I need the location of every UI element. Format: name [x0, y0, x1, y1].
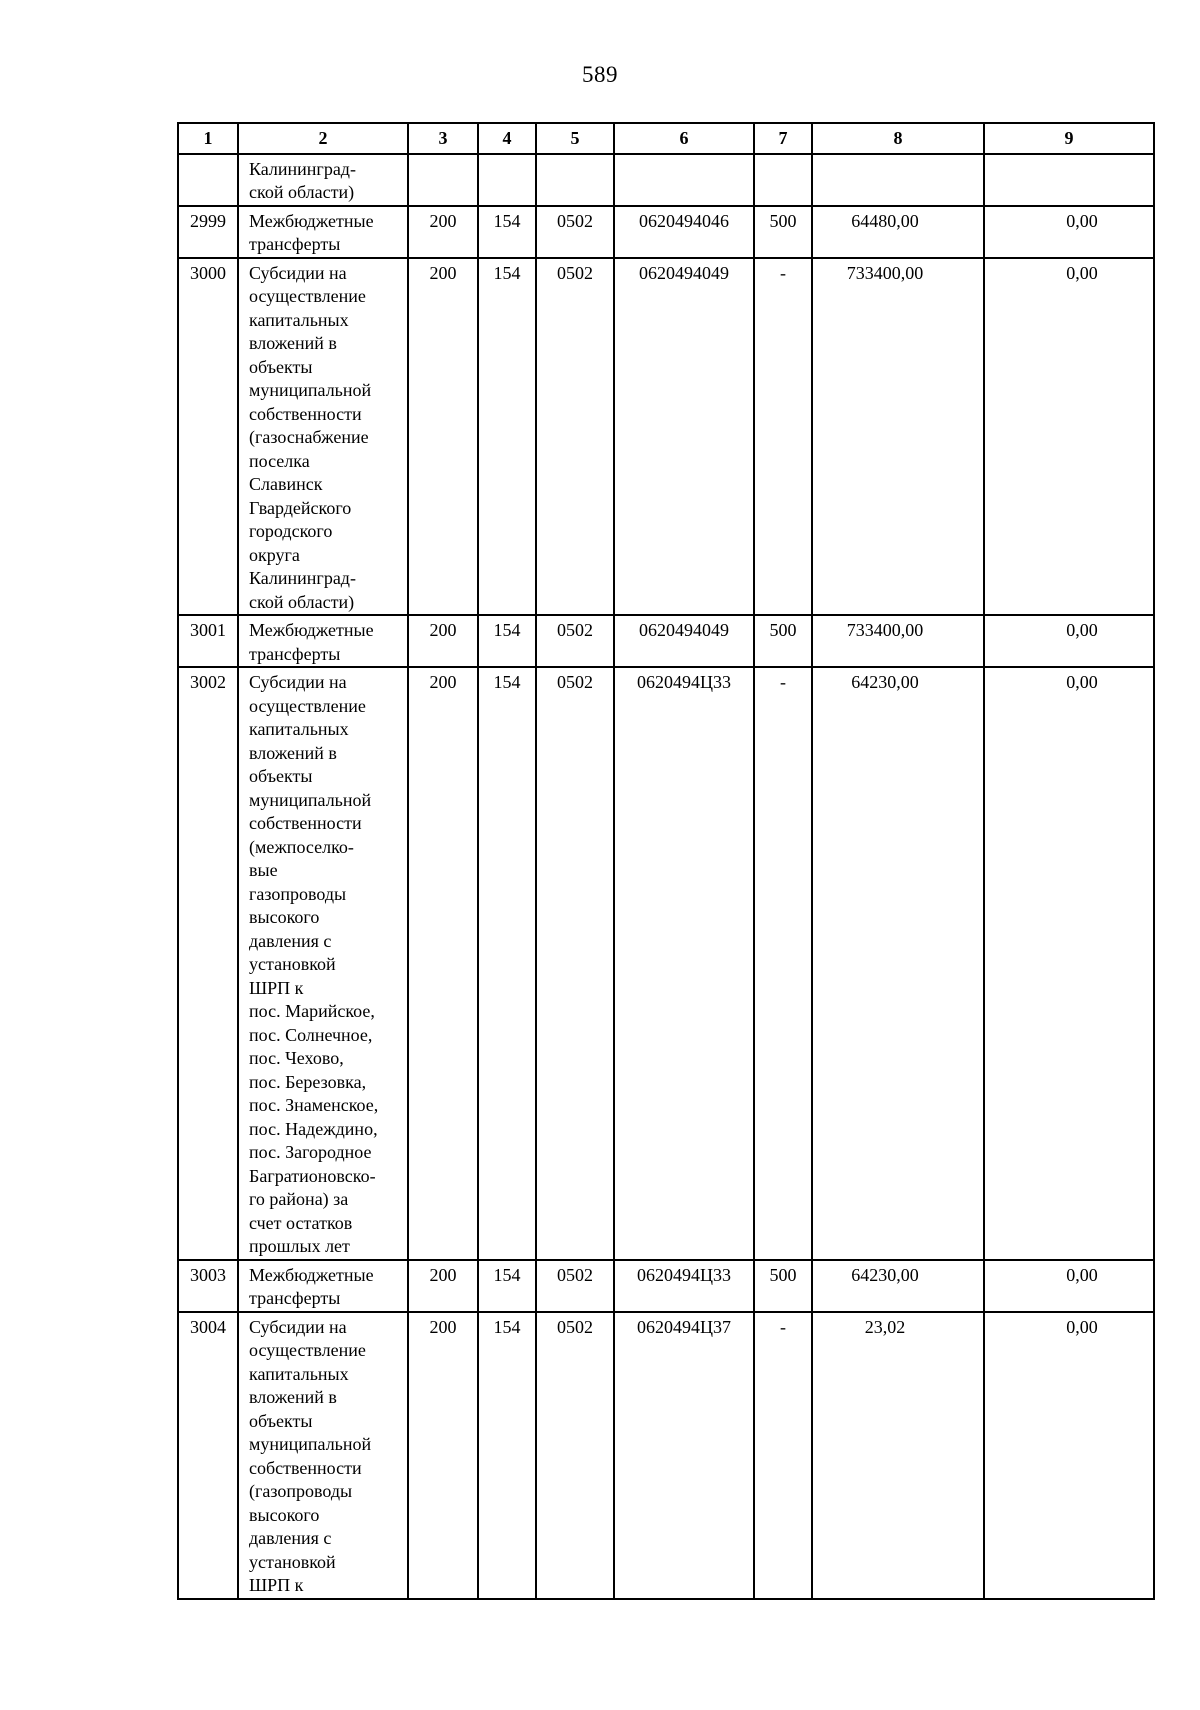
col-7-value: 500 [754, 206, 812, 258]
col-4-value [478, 154, 536, 206]
row-number: 3004 [178, 1312, 238, 1599]
col-3-value: 200 [408, 615, 478, 667]
col-8-amount: 733400,00 [812, 615, 984, 667]
page-number: 589 [582, 62, 618, 87]
row-number [178, 154, 238, 206]
col-4-value: 154 [478, 258, 536, 616]
col-7-value: 500 [754, 615, 812, 667]
header-cell-7: 7 [754, 123, 812, 154]
header-cell-2: 2 [238, 123, 408, 154]
col-6-value: 0620494Ц33 [614, 1260, 754, 1312]
col-3-value: 200 [408, 1312, 478, 1599]
row-number: 2999 [178, 206, 238, 258]
col-6-value: 0620494049 [614, 258, 754, 616]
row-number: 3003 [178, 1260, 238, 1312]
col-8-amount: 64480,00 [812, 206, 984, 258]
row-number: 3000 [178, 258, 238, 616]
row-description: Субсидии на осуществление капитальных вложений в объекты муниципальной собственности (газопроводы высокого давления с установкой ШРП к [238, 1312, 408, 1599]
col-4-value: 154 [478, 615, 536, 667]
col-3-value: 200 [408, 258, 478, 616]
header-cell-8: 8 [812, 123, 984, 154]
col-9-amount: 0,00 [984, 615, 1154, 667]
col-6-value: 0620494Ц37 [614, 1312, 754, 1599]
table-row [178, 1260, 1154, 1312]
col-6-value: 0620494046 [614, 206, 754, 258]
col-9-amount: 0,00 [984, 1260, 1154, 1312]
header-cell-5: 5 [536, 123, 614, 154]
table-row [178, 615, 1154, 667]
col-7-value: - [754, 1312, 812, 1599]
col-8-amount: 64230,00 [812, 667, 984, 1260]
col-5-value [536, 154, 614, 206]
row-description: Субсидии на осуществление капитальных вложений в объекты муниципальной собственности (межпоселко- вые газопроводы высокого давления с установкой ШРП к пос. Марийское, пос. Солнечное, пос. Чехово, пос. Березовка, пос. Знаменское, пос. Надеждино, пос. Загородное Багратионовско- го района) за счет остатков прошлых лет [238, 667, 408, 1260]
col-8-amount: 64230,00 [812, 1260, 984, 1312]
col-3-value: 200 [408, 667, 478, 1260]
col-9-amount: 0,00 [984, 206, 1154, 258]
header-cell-4: 4 [478, 123, 536, 154]
col-6-value [614, 154, 754, 206]
col-4-value: 154 [478, 667, 536, 1260]
table-row [178, 206, 1154, 258]
header-cell-1: 1 [178, 123, 238, 154]
table-row [178, 154, 1154, 206]
col-8-amount [812, 154, 984, 206]
table-row [178, 258, 1154, 616]
col-4-value: 154 [478, 1312, 536, 1599]
col-5-value: 0502 [536, 1260, 614, 1312]
table-row [178, 667, 1154, 1260]
col-9-amount: 0,00 [984, 258, 1154, 616]
col-3-value [408, 154, 478, 206]
col-9-amount: 0,00 [984, 667, 1154, 1260]
row-number: 3002 [178, 667, 238, 1260]
col-7-value: - [754, 667, 812, 1260]
col-9-amount [984, 154, 1154, 206]
col-3-value: 200 [408, 1260, 478, 1312]
row-description: Межбюджетные трансферты [238, 615, 408, 667]
table-row [178, 1312, 1154, 1599]
row-description: Калининград- ской области) [238, 154, 408, 206]
row-description: Межбюджетные трансферты [238, 206, 408, 258]
col-8-amount: 23,02 [812, 1312, 984, 1599]
col-4-value: 154 [478, 206, 536, 258]
header-cell-3: 3 [408, 123, 478, 154]
col-4-value: 154 [478, 1260, 536, 1312]
col-5-value: 0502 [536, 258, 614, 616]
header-cell-9: 9 [984, 123, 1154, 154]
col-5-value: 0502 [536, 667, 614, 1260]
col-8-amount: 733400,00 [812, 258, 984, 616]
col-3-value: 200 [408, 206, 478, 258]
col-9-amount: 0,00 [984, 1312, 1154, 1599]
col-5-value: 0502 [536, 1312, 614, 1599]
budget-table [177, 122, 1155, 1600]
row-description: Межбюджетные трансферты [238, 1260, 408, 1312]
col-5-value: 0502 [536, 615, 614, 667]
row-number: 3001 [178, 615, 238, 667]
col-5-value: 0502 [536, 206, 614, 258]
row-description: Субсидии на осуществление капитальных вложений в объекты муниципальной собственности (газоснабжение поселка Славинск Гвардейского городского округа Калининград- ской области) [238, 258, 408, 616]
col-7-value [754, 154, 812, 206]
col-6-value: 0620494049 [614, 615, 754, 667]
header-cell-6: 6 [614, 123, 754, 154]
col-6-value: 0620494Ц33 [614, 667, 754, 1260]
col-7-value: 500 [754, 1260, 812, 1312]
header-row [178, 123, 1154, 154]
col-7-value: - [754, 258, 812, 616]
